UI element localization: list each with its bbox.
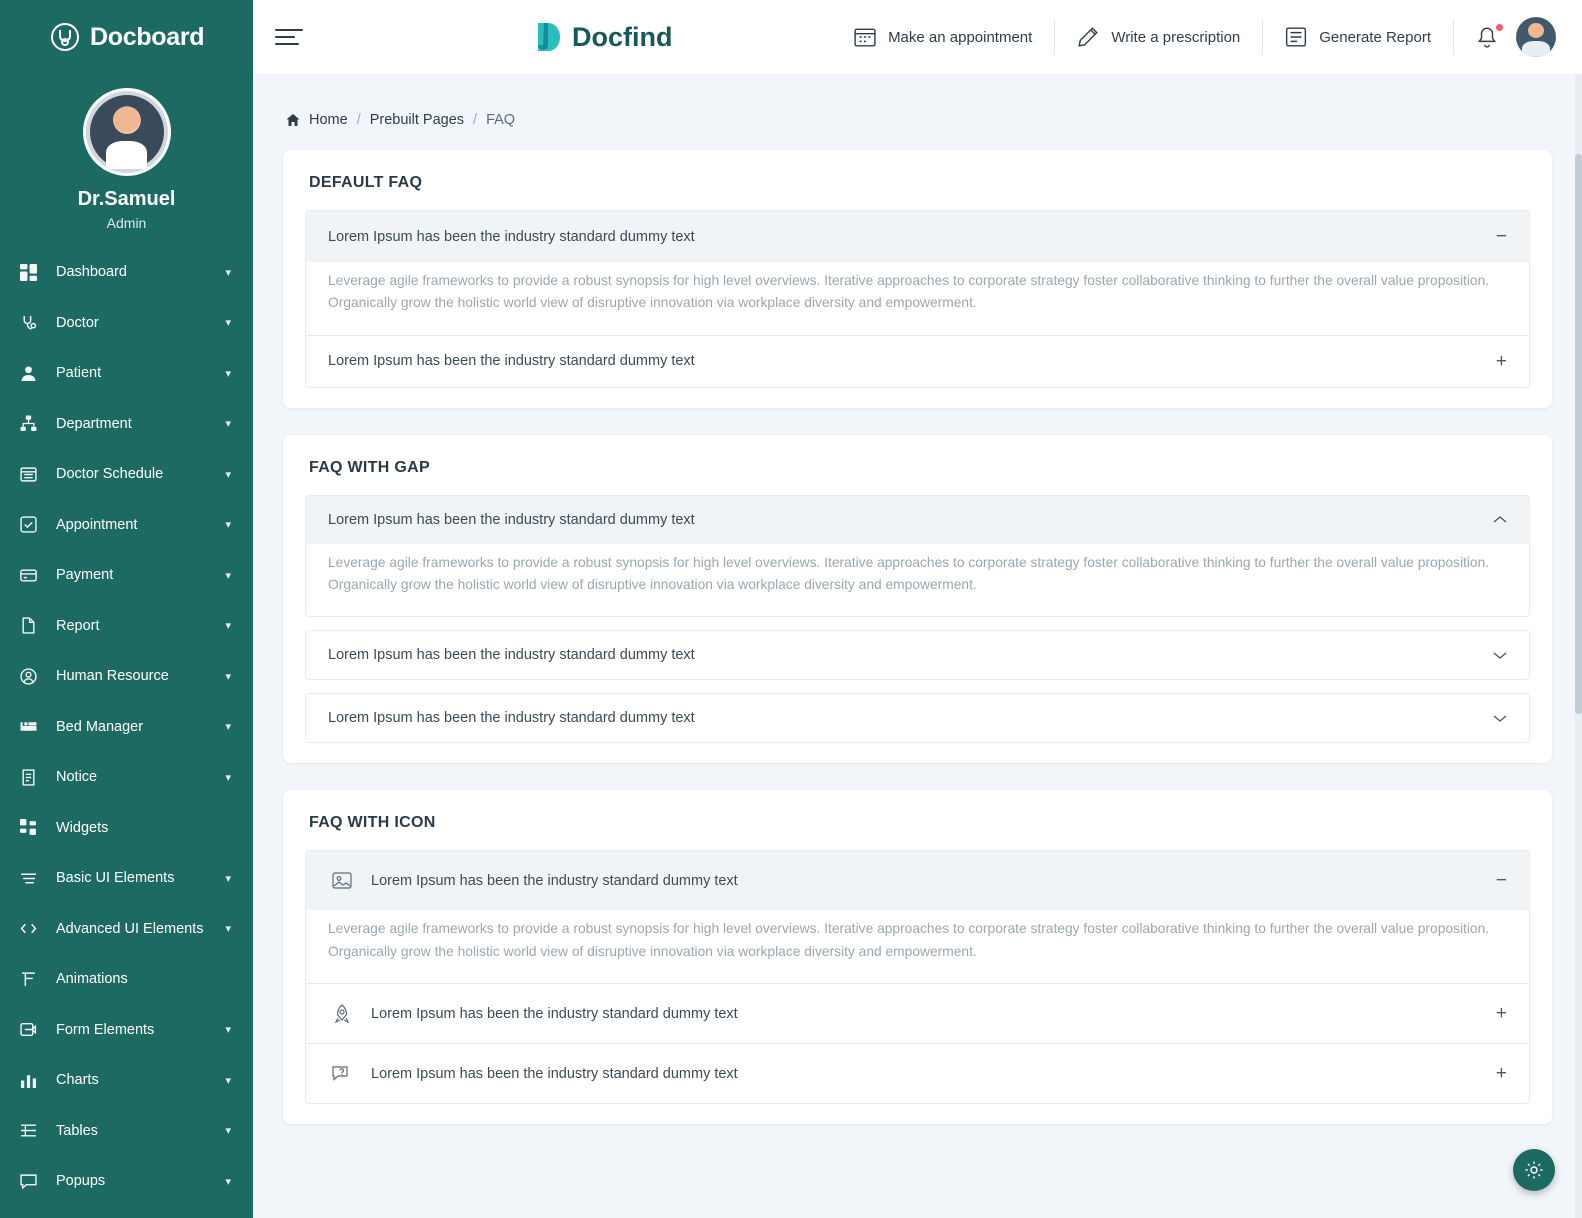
chevron-down-icon: ▾ — [225, 1175, 231, 1188]
sidebar-item-label: Payment — [56, 567, 114, 584]
sidebar-item-doctor-schedule[interactable] — [0, 449, 253, 500]
sidebar-item-human-resource[interactable] — [0, 651, 253, 702]
sidebar-item-form-elements[interactable] — [0, 1005, 253, 1056]
accordion-item — [306, 335, 1529, 387]
accordion-header[interactable] — [306, 631, 1529, 679]
sidebar-item-label: Notice — [56, 769, 98, 786]
sidebar-item-label: Doctor Schedule — [56, 466, 164, 483]
chevron-down-icon: ▾ — [225, 670, 231, 683]
form-icon — [20, 1021, 46, 1038]
accordion-question: Lorem Ipsum has been the industry standard dummy text — [328, 228, 695, 245]
accordion-item — [305, 630, 1530, 680]
pencil-icon — [1077, 26, 1099, 48]
avatar[interactable] — [83, 88, 171, 176]
accordion-header[interactable] — [306, 984, 1529, 1043]
sidebar-item-widgets[interactable] — [0, 803, 253, 854]
card-body — [283, 210, 1552, 408]
card-header — [283, 150, 1552, 210]
accordion-question: Lorem Ipsum has been the industry standard dummy text — [328, 647, 695, 664]
topbar-actions — [832, 17, 1556, 57]
chevron-down-icon[interactable] — [1493, 651, 1507, 660]
widgets-icon — [20, 819, 46, 836]
card-default-faq — [283, 150, 1552, 408]
chevron-down-icon: ▾ — [225, 418, 231, 431]
sidebar-brand-text: Docboard — [90, 22, 205, 51]
menu-toggle-icon[interactable] — [275, 29, 309, 45]
generate-report-label: Generate Report — [1319, 28, 1431, 46]
accordion-question: Lorem Ipsum has been the industry standard dummy text — [328, 710, 695, 727]
chat-question-icon — [328, 1060, 355, 1087]
sidebar-item-department[interactable] — [0, 399, 253, 450]
sidebar-item-popups[interactable] — [0, 1156, 253, 1207]
accordion-item — [306, 211, 1529, 335]
sidebar-item-payment[interactable] — [0, 550, 253, 601]
image-icon — [328, 867, 355, 894]
rocket-icon — [328, 1000, 355, 1027]
accordion-header[interactable] — [306, 496, 1529, 544]
profile-name: Dr.Samuel — [77, 188, 176, 210]
sidebar-item-animations[interactable] — [0, 954, 253, 1005]
chevron-down-icon: ▾ — [225, 519, 231, 532]
card-title: FAQ WITH GAP — [309, 458, 430, 476]
sidebar-item-bed-manager[interactable] — [0, 702, 253, 753]
accordion-gap — [305, 495, 1530, 744]
sidebar-item-label: Advanced UI Elements — [56, 920, 204, 937]
accordion-body: Leverage agile frameworks to provide a robust synopsis for high level overviews. Iterative approaches to corporate strategy foster collaborative thinking to further the overall value proposition. Organically grow the holistic world view of disruptive innovation via workplace diversity and empowerment. — [306, 262, 1529, 335]
credit-card-icon — [20, 567, 46, 584]
avatar-image — [90, 95, 164, 169]
minus-icon[interactable]: − — [1495, 226, 1507, 247]
sidebar-item-label: Appointment — [56, 516, 138, 533]
sidebar-item-label: Animations — [56, 971, 128, 988]
breadcrumb-current: FAQ — [486, 112, 516, 128]
accordion-item — [305, 693, 1530, 743]
chevron-down-icon: ▾ — [225, 771, 231, 784]
sidebar-item-label: Doctor — [56, 314, 99, 331]
accordion-header[interactable] — [306, 1044, 1529, 1103]
sidebar-item-advanced-ui-elements[interactable] — [0, 904, 253, 955]
chevron-down-icon: ▾ — [225, 266, 231, 279]
breadcrumb-prebuilt-pages[interactable]: Prebuilt Pages — [369, 112, 465, 128]
sidebar-item-report[interactable] — [0, 601, 253, 652]
sidebar — [0, 0, 253, 1218]
calendar-list-icon — [20, 466, 46, 483]
sidebar-nav — [0, 247, 253, 1207]
sliders-icon — [20, 870, 46, 887]
bed-icon — [20, 718, 46, 735]
card-body — [283, 495, 1552, 764]
scrollbar-thumb[interactable] — [1575, 154, 1582, 714]
breadcrumb-home[interactable]: Home — [309, 112, 348, 128]
chevron-down-icon: ▾ — [225, 468, 231, 481]
chevron-down-icon: ▾ — [225, 1024, 231, 1037]
accordion-question: Lorem Ipsum has been the industry standard dummy text — [371, 1065, 738, 1082]
accordion-header[interactable] — [306, 336, 1529, 387]
card-header — [283, 790, 1552, 850]
sidebar-item-patient[interactable] — [0, 348, 253, 399]
card-body — [283, 850, 1552, 1124]
accordion-body: Leverage agile frameworks to provide a robust synopsis for high level overviews. Iterative approaches to corporate strategy foster collaborative thinking to further the overall value proposition. Organically grow the holistic world view of disruptive innovation via workplace diversity and empowerment. — [306, 910, 1529, 983]
sidebar-item-charts[interactable] — [0, 1055, 253, 1106]
scrollbar-track[interactable] — [1575, 74, 1582, 1218]
sidebar-item-doctor[interactable] — [0, 298, 253, 349]
accordion-body: Leverage agile frameworks to provide a robust synopsis for high level overviews. Iterative approaches to corporate strategy foster collaborative thinking to further the overall value proposition. Organically grow the holistic world view of disruptive innovation via workplace diversity and empowerment. — [306, 544, 1529, 617]
sidebar-item-label: Bed Manager — [56, 718, 144, 735]
sidebar-item-label: Charts — [56, 1072, 99, 1089]
accordion-with-icons — [305, 850, 1530, 1104]
accordion-question: Lorem Ipsum has been the industry standard dummy text — [328, 353, 695, 370]
card-faq-with-gap — [283, 435, 1552, 764]
write-a-prescription-label: Write a prescription — [1111, 28, 1241, 46]
docfind-logo-icon — [532, 21, 562, 53]
docfind-brand-text: Docfind — [572, 21, 673, 52]
chevron-down-icon: ▾ — [225, 620, 231, 633]
sidebar-item-label: Human Resource — [56, 668, 169, 685]
sidebar-item-label: Patient — [56, 365, 102, 382]
gear-icon — [1524, 1160, 1544, 1180]
accordion-item — [306, 983, 1529, 1043]
plus-icon[interactable]: + — [1495, 350, 1507, 372]
sitemap-icon — [20, 415, 46, 432]
chevron-down-icon: ▾ — [225, 367, 231, 380]
sidebar-item-label: Department — [56, 415, 132, 432]
sidebar-brand[interactable] — [0, 0, 253, 74]
sidebar-item-label: Tables — [56, 1122, 98, 1139]
accordion-item — [306, 1043, 1529, 1103]
page-content — [253, 150, 1582, 1124]
sidebar-item-label: Form Elements — [56, 1021, 155, 1038]
minus-icon[interactable]: − — [1495, 870, 1507, 892]
chevron-down-icon: ▾ — [225, 317, 231, 330]
animation-icon — [20, 971, 46, 988]
sidebar-item-label: Report — [56, 617, 100, 634]
topbar — [253, 0, 1582, 74]
home-icon — [286, 113, 300, 127]
code-icon — [20, 920, 46, 937]
sidebar-item-label: Widgets — [56, 819, 109, 836]
docfind-brand[interactable] — [532, 0, 673, 74]
popup-icon — [20, 1173, 46, 1190]
accordion-question: Lorem Ipsum has been the industry standard dummy text — [371, 872, 738, 889]
sidebar-item-notice[interactable] — [0, 752, 253, 803]
settings-fab-button[interactable] — [1513, 1149, 1555, 1191]
stethoscope-icon — [20, 314, 46, 331]
chevron-down-icon: ▾ — [225, 721, 231, 734]
accordion-question: Lorem Ipsum has been the industry standard dummy text — [371, 1005, 738, 1022]
make-an-appointment-label: Make an appointment — [888, 28, 1033, 46]
sidebar-item-label: Dashboard — [56, 264, 127, 281]
generate-report-button[interactable] — [1263, 19, 1454, 55]
table-icon — [20, 1122, 46, 1139]
accordion-header[interactable] — [306, 694, 1529, 742]
user-circle-icon — [20, 668, 46, 685]
calendar-icon — [854, 26, 876, 48]
accordion-item — [305, 495, 1530, 618]
sidebar-item-tables[interactable] — [0, 1106, 253, 1157]
file-icon — [20, 617, 46, 634]
topbar-avatar[interactable] — [1516, 17, 1556, 57]
chevron-down-icon: ▾ — [225, 1125, 231, 1138]
user-icon — [20, 365, 46, 382]
notification-badge — [1495, 23, 1504, 32]
sidebar-profile — [0, 74, 253, 231]
breadcrumb — [253, 74, 1582, 150]
accordion-question: Lorem Ipsum has been the industry standard dummy text — [328, 511, 695, 528]
docboard-logo-icon — [50, 22, 80, 52]
sidebar-item-basic-ui-elements[interactable] — [0, 853, 253, 904]
main-area — [253, 0, 1582, 1218]
bar-chart-icon — [20, 1072, 46, 1089]
plus-icon[interactable]: + — [1495, 1063, 1507, 1085]
grid-icon — [20, 264, 46, 281]
card-faq-with-icon — [283, 790, 1552, 1124]
chevron-down-icon: ▾ — [225, 1074, 231, 1087]
chevron-down-icon[interactable] — [1493, 714, 1507, 723]
breadcrumb-separator: / — [356, 112, 361, 128]
sidebar-item-dashboard[interactable] — [0, 247, 253, 298]
accordion-header[interactable] — [306, 211, 1529, 262]
check-square-icon — [20, 516, 46, 533]
report-icon — [1285, 26, 1307, 48]
sidebar-item-appointment[interactable] — [0, 500, 253, 551]
accordion-default — [305, 210, 1530, 388]
plus-icon[interactable]: + — [1495, 1003, 1507, 1025]
chevron-down-icon: ▾ — [225, 923, 231, 936]
card-title: FAQ WITH ICON — [309, 814, 436, 832]
profile-role: Admin — [106, 215, 147, 231]
card-title: DEFAULT FAQ — [309, 174, 423, 191]
notifications-button[interactable] — [1454, 26, 1516, 48]
sidebar-item-label: Popups — [56, 1173, 106, 1190]
sidebar-item-label: Basic UI Elements — [56, 870, 175, 887]
make-an-appointment-button[interactable] — [832, 19, 1055, 55]
chevron-up-icon[interactable] — [1493, 515, 1507, 524]
chevron-down-icon: ▾ — [225, 569, 231, 582]
card-header — [283, 435, 1552, 495]
write-a-prescription-button[interactable] — [1055, 19, 1263, 55]
chevron-down-icon: ▾ — [225, 872, 231, 885]
accordion-header[interactable] — [306, 851, 1529, 910]
breadcrumb-separator: / — [473, 112, 478, 128]
accordion-item — [306, 851, 1529, 983]
note-icon — [20, 769, 46, 786]
